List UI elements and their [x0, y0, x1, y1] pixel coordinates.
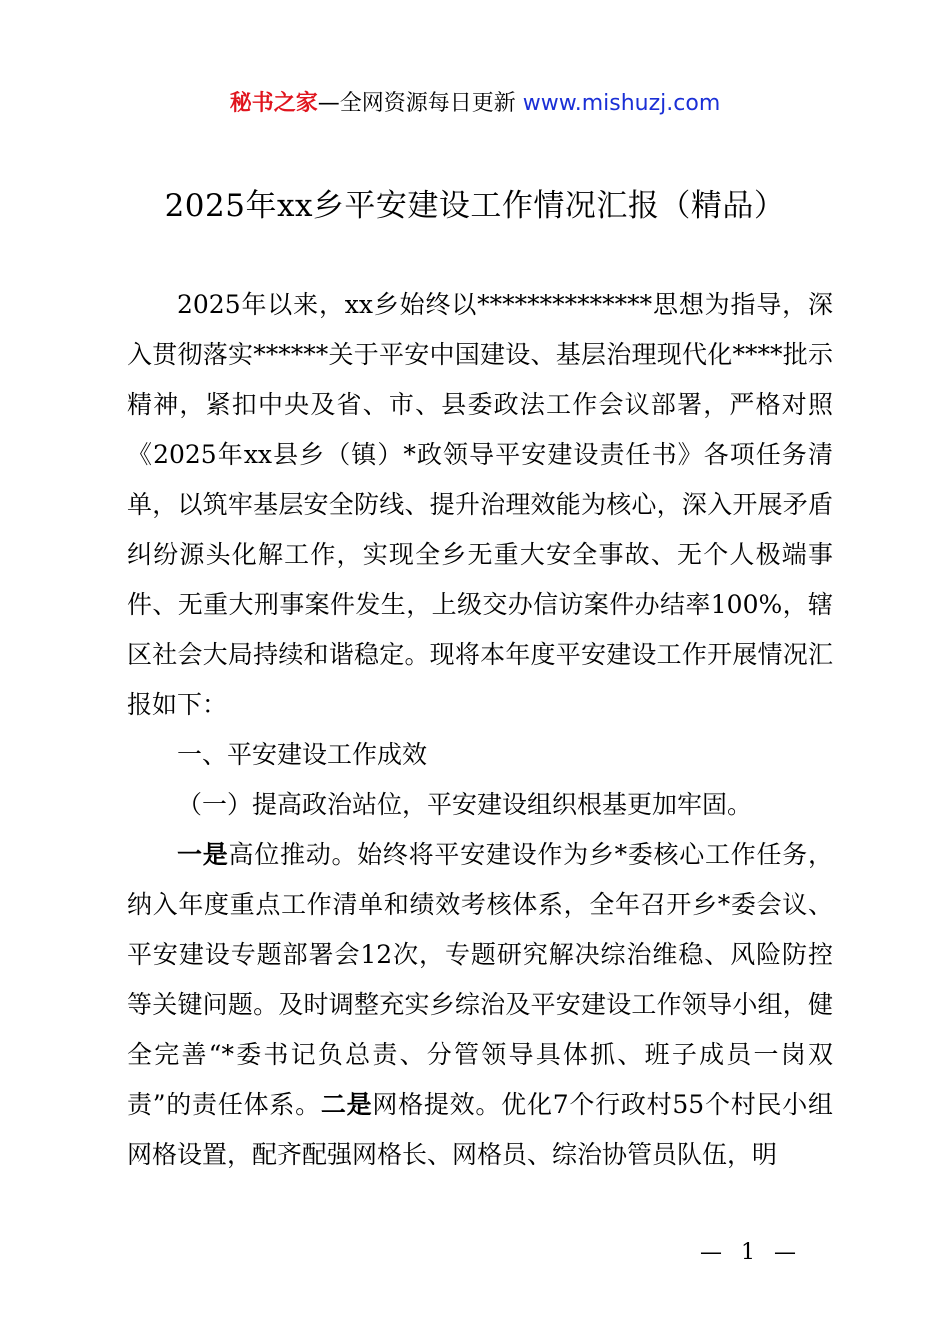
document-body: [127, 280, 833, 1180]
lead-phrase-first: 一是: [177, 840, 229, 869]
intro-paragraph: 2025年以来，xx乡始终以**************思想为指导，深入贯彻落实******关于平安中国建设、基层治理现代化****批示精神，紧扣中央及省、市、县委政法工作会议部署，严格对照《2025年xx县乡（镇）*政领导平安建设责任书》各项任务清单，以筑牢基层安全防线、提升治理效能为核心，深入开展矛盾纠纷源头化解工作，实现全乡无重大安全事故、无个人极端事件、无重大刑事案件发生，上级交办信访案件办结率100%，辖区社会大局持续和谐稳定。现将本年度平安建设工作开展情况汇报如下：: [127, 290, 833, 719]
subsection-heading: （一）提高政治站位，平安建设组织根基更加牢固。: [177, 790, 753, 819]
document-title: 2025年xx乡平安建设工作情况汇报（精品）: [164, 188, 786, 224]
site-brand: 秘书之家: [229, 91, 318, 116]
site-slogan: —全网资源每日更新: [317, 91, 523, 116]
lead-phrase-second: 二是: [320, 1090, 373, 1119]
site-url-link[interactable]: www.mishuzj.com: [522, 91, 721, 116]
paragraph-text-second: 网格提效。优化7个行政村55个村民小组网格设置，配齐配强网格长、网格员、综治协管员队伍，明: [127, 1090, 833, 1169]
section-heading: 一、平安建设工作成效: [177, 740, 428, 769]
page-number: — 1 —: [700, 1240, 802, 1265]
content-paragraph: [127, 830, 833, 1180]
site-banner: [0, 86, 950, 122]
paragraph-text-first: 高位推动。始终将平安建设作为乡*委核心工作任务，纳入年度重点工作清单和绩效考核体系，全年召开乡*委会议、平安建设专题部署会12次，专题研究解决综治维稳、风险防控等关键问题。及时调整充实乡综治及平安建设工作领导小组，健全完善“*委书记负总责、分管领导具体抓、班子成员一岗双责”的责任体系。: [127, 840, 833, 1119]
